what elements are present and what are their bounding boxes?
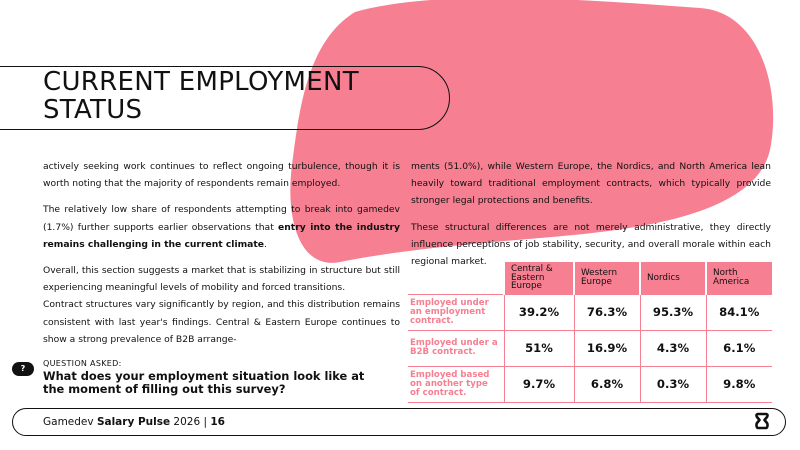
row-label: Employed under a B2B contract. — [408, 330, 504, 366]
table-cell: 95.3% — [640, 294, 706, 330]
paragraph: These structural differences are not merely administrative, they directly influence perceptions of job stability, security, and overall morale within each regional market. — [411, 221, 771, 268]
paragraph-emphasis: entry into the industry remains challenging in the current climate — [43, 221, 400, 250]
table-cell: 0.3% — [640, 366, 706, 402]
table-header-cell: Central & Eastern Europe — [504, 262, 574, 294]
paragraph: actively seeking work continues to reflect ongoing turbulence, though it is worth noting that the majority of respondents remain employed. — [43, 161, 400, 190]
question-label: QUESTION ASKED: — [43, 359, 122, 368]
title-line-1: CURRENT EMPLOYMENT — [43, 67, 359, 97]
paragraph: ments (51.0%), while Western Europe, the Nordics, and North America lean heavily toward traditional employment contracts, which typically provide stronger legal protections and benefits. — [411, 161, 771, 207]
row-label: Employed under an employment contract. — [408, 294, 504, 330]
table-cell: 84.1% — [706, 294, 772, 330]
footer-text — [43, 416, 225, 428]
table-row — [408, 294, 772, 330]
paragraph: Overall, this section suggests a market that is stabilizing in structure but still experiencing meaningful levels of mobility and forced transitions. — [43, 265, 400, 294]
table-cell: 51% — [504, 330, 574, 366]
question-icon: ? — [12, 362, 34, 376]
paragraph: Contract structures vary significantly by region, and this distribution remains consistent with last year's findings. Central & Eastern Europe continues to show a strong prevalence of B2B arrange- — [43, 299, 400, 345]
row-label: Employed based on another type of contract. — [408, 366, 504, 402]
paragraph-text: . — [264, 238, 267, 250]
table-header-cell: Western Europe — [574, 262, 640, 294]
table-cell: 9.7% — [504, 366, 574, 402]
contract-type-table — [408, 262, 772, 403]
table-row — [408, 330, 772, 366]
paragraph-text: The relatively low share of respondents attempting to break into gamedev (1.7%) further supports earlier observations that — [43, 204, 400, 233]
table-cell: 6.8% — [574, 366, 640, 402]
table-cell: 9.8% — [706, 366, 772, 402]
table-header-empty — [408, 262, 504, 294]
page-number: 16 — [210, 416, 225, 428]
table-cell: 76.3% — [574, 294, 640, 330]
left-column — [43, 158, 400, 357]
table-header-row — [408, 262, 772, 294]
table-cell: 6.1% — [706, 330, 772, 366]
table-row — [408, 366, 772, 402]
table-header-cell: Nordics — [640, 262, 706, 294]
footer-suffix: 2026 | — [170, 416, 211, 428]
table-cell: 16.9% — [574, 330, 640, 366]
table-cell: 39.2% — [504, 294, 574, 330]
table-header-cell: North America — [706, 262, 772, 294]
page-footer — [12, 408, 786, 436]
table-cell: 4.3% — [640, 330, 706, 366]
footer-prefix: Gamedev — [43, 416, 97, 428]
paragraph — [43, 201, 400, 253]
question-text: What does your employment situation look like at the moment of filling out this survey? — [43, 369, 365, 396]
footer-brand: Salary Pulse — [96, 416, 171, 428]
title-line-2: STATUS — [43, 95, 143, 125]
brand-logo-icon — [755, 412, 769, 430]
page-title — [43, 68, 359, 124]
